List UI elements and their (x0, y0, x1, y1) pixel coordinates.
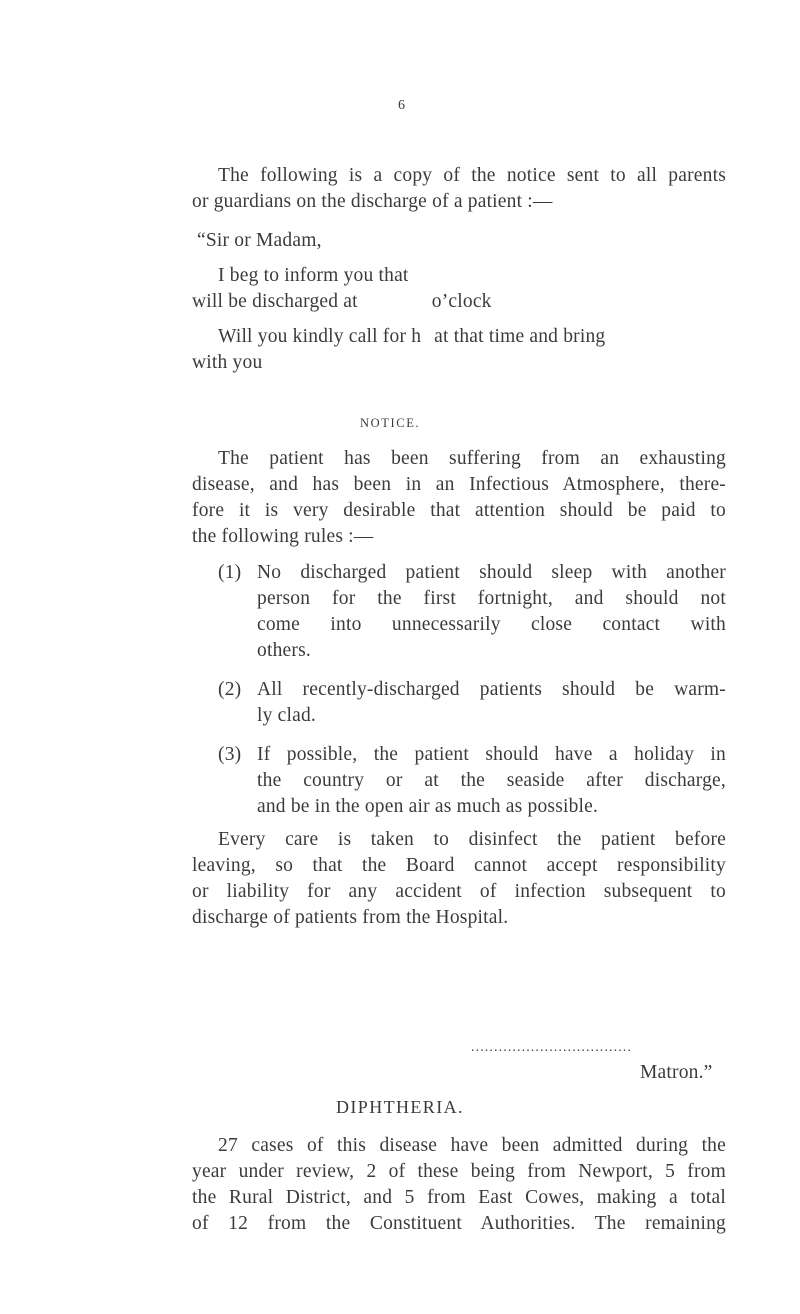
intro-line: or guardians on the discharge of a patient :— (192, 191, 553, 212)
notice-paragraph-line: fore it is very desirable that attention should be paid to (192, 500, 726, 521)
letter-line: with you (192, 352, 263, 373)
notice-paragraph-line: Every care is taken to disinfect the patient before (218, 829, 726, 850)
rule-line: No discharged patient should sleep with another (257, 562, 726, 583)
notice-paragraph-line: or liability for any accident of infection subsequent to (192, 881, 726, 902)
letter-line-part: will be discharged at (192, 291, 358, 312)
rule-number: (2) (218, 679, 242, 700)
signature-dots: ................................... (471, 1040, 632, 1055)
section-heading-diphtheria: DIPHTHERIA. (336, 1097, 464, 1117)
page-number: 6 (398, 98, 405, 113)
rule-line: the country or at the seaside after discharge, (257, 770, 726, 791)
letter-line: I beg to inform you that (218, 265, 409, 286)
letter-line-part: o’clock (431, 291, 492, 312)
rule-line: person for the first fortnight, and should not (257, 588, 726, 609)
letter-line (192, 290, 492, 314)
intro-line: The following is a copy of the notice sent to all parents (218, 165, 726, 186)
diphtheria-line: 27 cases of this disease have been admitted during the (218, 1135, 726, 1156)
rule-line: If possible, the patient should have a holiday in (257, 744, 726, 765)
rule-line: come into unnecessarily close contact with (257, 614, 726, 635)
letter-line-part: at that time and bring (434, 326, 606, 347)
rule-number: (3) (218, 744, 242, 765)
letter-line-part: Will you kindly call for h (218, 326, 422, 347)
diphtheria-line: of 12 from the Constituent Authorities. The remaining (192, 1213, 726, 1234)
rule-number: (1) (218, 562, 242, 583)
notice-paragraph-line: disease, and has been in an Infectious Atmosphere, there- (192, 474, 726, 495)
diphtheria-line: year under review, 2 of these being from Newport, 5 from (192, 1161, 726, 1182)
notice-paragraph-line: the following rules :— (192, 526, 374, 547)
letter-line (218, 325, 605, 349)
notice-paragraph-line: leaving, so that the Board cannot accept responsibility (192, 855, 726, 876)
rule-line: ly clad. (257, 705, 316, 726)
notice-heading: NOTICE. (360, 416, 421, 430)
notice-paragraph-line: discharge of patients from the Hospital. (192, 907, 509, 928)
notice-paragraph-line: The patient has been suffering from an exhausting (218, 448, 726, 469)
rule-line: All recently-discharged patients should be warm- (257, 679, 726, 700)
letter-salutation: “Sir or Madam, (197, 230, 322, 251)
signature: Matron.” (640, 1062, 713, 1083)
diphtheria-line: the Rural District, and 5 from East Cowes, making a total (192, 1187, 726, 1208)
rule-line: others. (257, 640, 311, 661)
rule-line: and be in the open air as much as possible. (257, 796, 599, 817)
